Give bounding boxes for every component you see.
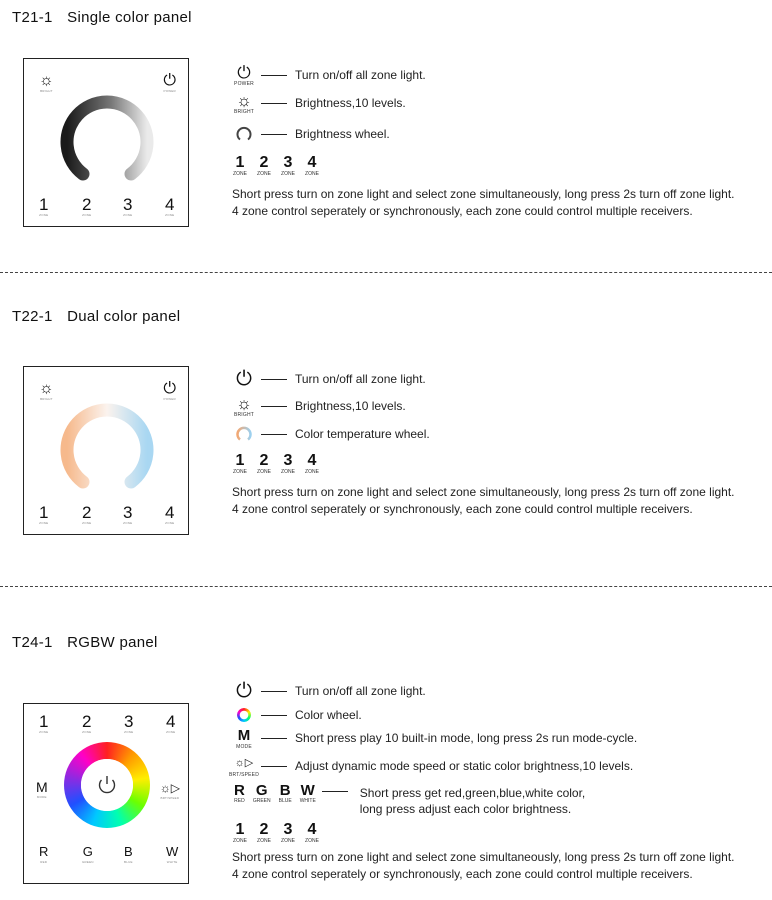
section-divider [0,272,772,273]
single-color-panel [23,58,189,227]
panel-zone-3-button[interactable]: 3 ZONE [123,195,133,217]
panel-zone-1-button[interactable]: 1 ZONE [39,195,49,217]
speed-icon: ☼▷ [234,756,254,769]
description: Short press turn on zone light and select zone simultaneously, long press 2s turn off zone light. 4 zone control seperately or synchronously, each zone could control multiple receivers. [232,187,735,218]
legend-brightness: ☼ BRIGHT Brightness,10 levels. [233,393,406,418]
model-code: T21-1 [12,9,53,26]
color-temperature-wheel-icon [236,426,252,442]
panel-blue-button[interactable]: B BLUE [124,844,133,864]
rgbw-panel [23,703,189,884]
panel-zone-4-button[interactable]: 4 ZONE [166,712,176,734]
panel-zone-3-button[interactable]: 3 ZONE [123,503,133,525]
brightness-icon: ☼ [236,393,252,413]
model-code: T22-1 [12,308,53,325]
panel-bright-button[interactable]: ☼ BRIGHT [39,380,54,401]
zone-2-label: 2 ZONE [257,154,271,177]
description: Short press turn on zone light and select zone simultaneously, long press 2s turn off zone light. 4 zone control seperately or synchronously, each zone could control multiple receivers. [232,850,735,881]
brightness-icon: ☼ [39,380,54,397]
panel-mode-button[interactable]: M MODE [36,779,48,799]
power-icon: ⏻ [236,679,252,702]
white-label: W WHITE [299,782,316,804]
panel-speed-button[interactable]: ☼▷ BRT/SPEED [159,781,180,800]
panel-zone-3-button[interactable]: 3 ZONE [124,712,134,734]
zone-1-label: 1 ZONE [233,154,247,177]
zone-3-label: 3 ZONE [281,452,295,475]
speed-icon: ☼▷ [159,781,180,795]
panel-zone-2-button[interactable]: 2 ZONE [82,503,92,525]
power-icon: ⏻ [236,367,252,390]
zone-2-label: 2 ZONE [257,452,271,475]
zone-3-label: 3 ZONE [281,154,295,177]
panel-white-button[interactable]: W WHITE [166,844,179,864]
panel-zone-2-button[interactable]: 2 ZONE [82,712,92,734]
zone-4-label: 4 ZONE [305,154,319,177]
legend-power: ⏻ Turn on/off all zone light. [236,679,426,702]
legend-zones [233,453,319,475]
legend-rgbw: R RED G GREEN B BLUE W WHITE Short press get red,green,blue,white color, long press adjust each color brightness. [234,782,586,816]
color-wheel[interactable] [64,742,150,828]
panel-bright-button[interactable]: ☼ BRIGHT [39,72,54,93]
legend-power: ⏻ POWER Turn on/off all zone light. [234,62,426,87]
section-title [12,634,158,651]
brightness-icon: ☼ [39,72,54,89]
model-name: Dual color panel [67,308,181,325]
power-icon: ⏻ [163,72,176,89]
panel-power-button[interactable]: ⏻ POWER [163,380,176,401]
zone-2-label: 2 ZONE [257,821,271,844]
panel-zone-4-button[interactable]: 4 ZONE [165,503,175,525]
section-divider [0,586,772,587]
panel-zone-1-button[interactable]: 1 ZONE [39,503,49,525]
panel-power-button[interactable]: ⏻ POWER [163,72,176,93]
zone-1-label: 1 ZONE [233,821,247,844]
zone-1-label: 1 ZONE [233,452,247,475]
description: Short press turn on zone light and select zone simultaneously, long press 2s turn off zone light. 4 zone control seperately or synchronously, each zone could control multiple receivers. [232,485,735,516]
power-icon: ⏻ [163,380,176,397]
legend-mode: M MODE Short press play 10 built-in mode, long press 2s run mode-cycle. [236,726,638,750]
mode-icon: M [237,726,251,744]
color-temperature-wheel[interactable] [57,399,157,499]
panel-zone-4-button[interactable]: 4 ZONE [165,195,175,217]
power-icon: ⏻ [237,62,251,82]
model-code: T24-1 [12,634,53,651]
zone-3-label: 3 ZONE [281,821,295,844]
legend-power: ⏻ Turn on/off all zone light. [236,367,426,390]
legend-zones [233,155,319,177]
blue-label: B BLUE [278,782,292,804]
brightness-icon: ☼ [236,90,252,110]
dual-color-panel [23,366,189,535]
model-name: Single color panel [67,9,192,26]
brightness-wheel-icon [236,126,252,142]
panel-zone-2-button[interactable]: 2 ZONE [82,195,92,217]
legend-brightness-wheel: Brightness wheel. [229,124,390,144]
legend-color-temperature-wheel: Color temperature wheel. [229,424,430,444]
green-label: G GREEN [252,782,271,804]
color-wheel-icon [237,708,251,722]
legend-speed: ☼▷ BRT/SPEED Adjust dynamic mode speed or static color brightness,10 levels. [228,756,634,778]
zone-4-label: 4 ZONE [305,821,319,844]
section-title [12,308,180,325]
legend-brightness: ☼ BRIGHT Brightness,10 levels. [233,90,406,115]
panel-red-button[interactable]: R RED [39,844,49,864]
zone-4-label: 4 ZONE [305,452,319,475]
panel-green-button[interactable]: G GREEN [82,844,94,864]
section-title [12,9,192,26]
red-label: R RED [234,782,245,804]
brightness-wheel[interactable] [57,91,157,191]
legend-zones [233,822,319,844]
panel-zone-1-button[interactable]: 1 ZONE [39,712,49,734]
legend-color-wheel: Color wheel. [229,705,362,725]
model-name: RGBW panel [67,634,158,651]
